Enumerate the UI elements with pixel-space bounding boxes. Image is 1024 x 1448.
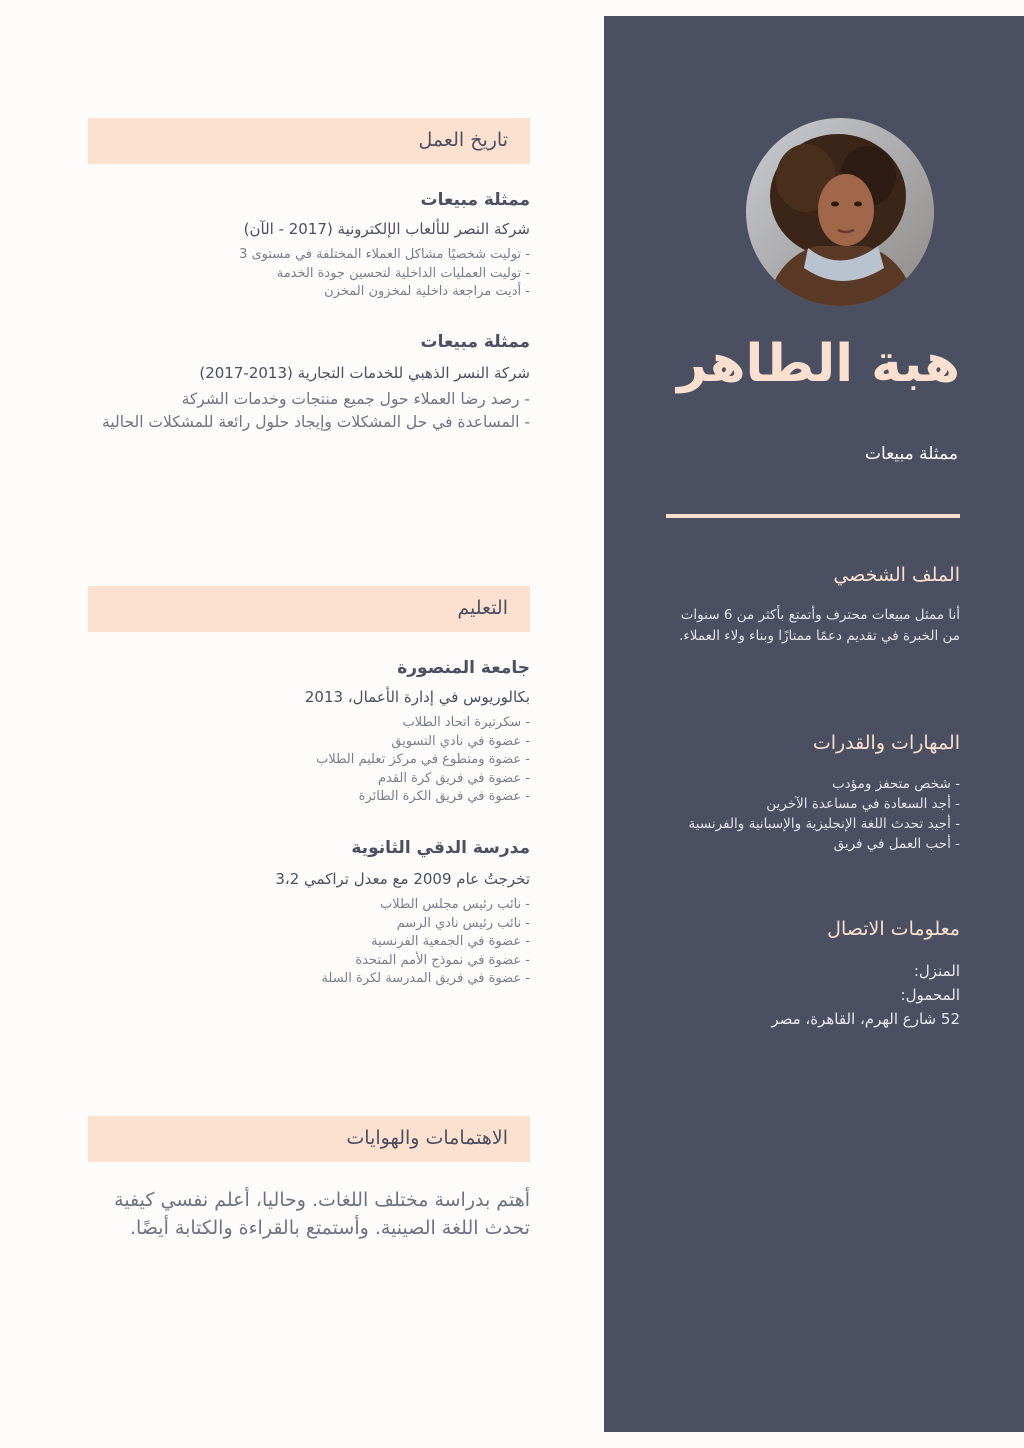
- person-name: هبة الطاهر: [677, 334, 960, 394]
- skill-item: - أحب العمل في فريق: [833, 836, 960, 852]
- school-degree: تخرجتُ عام 2009 مع معدل تراكمي 3،2: [275, 870, 530, 888]
- job-bullet: - توليت العمليات الداخلية لتحسين جودة الخدمة: [276, 265, 530, 281]
- profile-summary: أنا ممثل مبيعات محترف وأتمتع بأكثر من 6 سنوات من الخبرة في تقديم دعمًا ممتازًا وبناء ولاء العملاء.: [679, 607, 960, 644]
- school-bullet: - عضوة في نموذج الأمم المتحدة: [355, 952, 530, 968]
- sidebar-divider: [666, 514, 960, 518]
- job-entry: [90, 332, 530, 434]
- contact-heading: معلومات الاتصال: [827, 918, 960, 940]
- skill-item: - شخص متحفز ومؤدب: [831, 776, 960, 792]
- school-name: جامعة المنصورة: [397, 658, 530, 678]
- contact-home: المنزل:: [913, 962, 960, 980]
- profile-heading: الملف الشخصي: [833, 564, 960, 586]
- school-bullet: - عضوة ومتطوع في مركز تعليم الطلاب: [316, 752, 530, 767]
- school-name: مدرسة الدقي الثانوية: [351, 838, 530, 858]
- job-company: شركة النسر الذهبي للخدمات التجارية (2013-2017): [199, 364, 530, 382]
- job-bullet: - أديت مراجعة داخلية لمخزون المخزن: [324, 284, 530, 299]
- contact-address: 52 شارع الهرم، القاهرة، مصر: [771, 1010, 960, 1028]
- school-bullet: - عضوة في فريق كرة القدم: [377, 770, 530, 786]
- contact-mobile: المحمول:: [900, 986, 960, 1004]
- education-header: [88, 586, 530, 632]
- education-entry: [90, 658, 530, 807]
- job-bullet: - رصد رضا العملاء حول جميع منتجات وخدمات الشركة: [181, 390, 530, 408]
- work-history-header: [88, 118, 530, 164]
- school-bullet: - عضوة في فريق المدرسة لكرة السلة: [321, 971, 530, 986]
- job-title: ممثلة مبيعات: [865, 444, 958, 464]
- skill-item: - أجيد تحدث اللغة الإنجليزية والإسبانية والفرنسية: [688, 816, 960, 832]
- school-bullet: - عضوة في فريق الكرة الطائرة: [358, 789, 530, 804]
- work-history-heading: تاريخ العمل: [418, 129, 508, 151]
- job-company: شركة النصر للألعاب الإلكترونية (2017 - الآن): [243, 220, 530, 238]
- contact-info: [660, 959, 960, 1031]
- job-bullets: [90, 388, 530, 434]
- job-title: ممثلة مبيعات: [420, 190, 530, 210]
- interests-header: [88, 1116, 530, 1162]
- sidebar: [604, 16, 1024, 1432]
- skills-list: [660, 774, 960, 854]
- education-heading: التعليم: [457, 597, 508, 619]
- school-bullets: [90, 896, 530, 989]
- school-degree: بكالوريوس في إدارة الأعمال، 2013: [304, 688, 530, 706]
- school-bullet: - عضوة في نادي التسويق: [391, 733, 530, 749]
- school-bullet: - نائب رئيس مجلس الطلاب: [379, 897, 530, 912]
- school-bullet: - سكرتيرة اتحاد الطلاب: [402, 715, 530, 730]
- skills-heading: المهارات والقدرات: [812, 732, 960, 754]
- job-bullets: [90, 246, 530, 302]
- skill-item: - أجد السعادة في مساعدة الآخرين: [766, 796, 960, 812]
- education-entry: [90, 838, 530, 989]
- job-title: ممثلة مبيعات: [420, 332, 530, 352]
- school-bullets: [90, 714, 530, 807]
- school-bullet: - عضوة في الجمعية الفرنسية: [371, 934, 530, 949]
- interests-heading: الاهتمامات والهوايات: [346, 1127, 508, 1149]
- job-bullet: - المساعدة في حل المشكلات وإيجاد حلول رائعة للمشكلات الحالية: [102, 413, 530, 431]
- interests-text: أهتم بدراسة مختلف اللغات. وحاليا، أعلم نفسي كيفية تحدث اللغة الصينية. وأستمتع بالقراءة والكتابة أيضًا.: [114, 1189, 530, 1239]
- job-bullet: - توليت شخصيًا مشاكل العملاء المختلفة في مستوى 3: [239, 247, 530, 262]
- job-entry: [90, 190, 530, 302]
- profile-photo: [746, 118, 934, 306]
- school-bullet: - نائب رئيس نادي الرسم: [396, 915, 530, 931]
